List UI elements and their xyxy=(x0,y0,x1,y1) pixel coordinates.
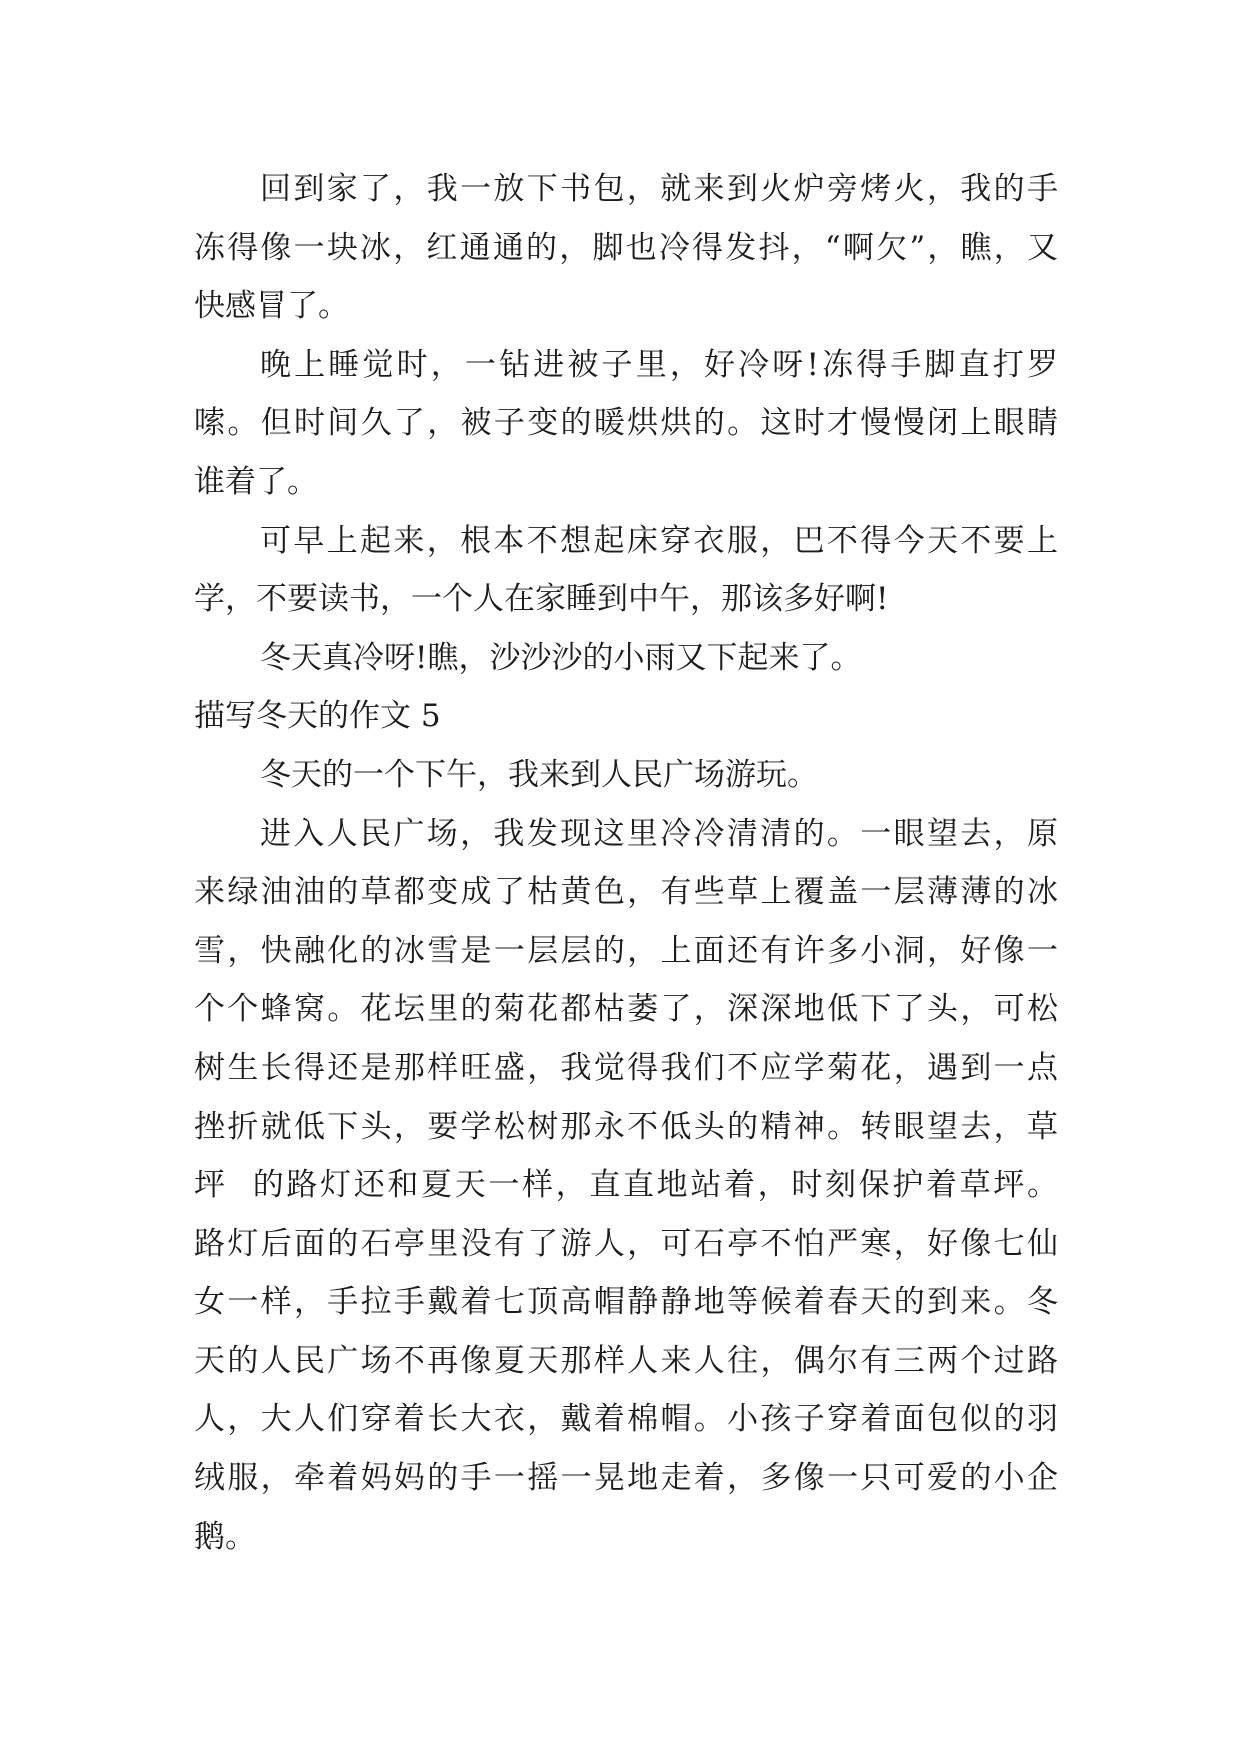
paragraph xyxy=(194,629,1058,688)
text-line: 嗦。但时间久了，被子变的暖烘烘的。这时才慢慢闭上眼睛 xyxy=(194,405,1058,442)
text-line: 进入人民广场，我发现这里冷冷清清的。一眼望去，原 xyxy=(260,815,1058,852)
text-line: 快感冒了。 xyxy=(194,288,349,325)
text-line: 回到家了，我一放下书包，就来到火炉旁烤火，我的手 xyxy=(260,171,1058,207)
text-line: 天的人民广场不再像夏天那样人来人往，偶尔有三两个过路 xyxy=(194,1342,1058,1379)
paragraph xyxy=(194,160,1058,336)
text-line: 冬天真冷呀!瞧，沙沙沙的小雨又下起来了。 xyxy=(260,639,862,676)
text-line: 个个蜂窝。花坛里的菊花都枯萎了，深深地低下了头，可松 xyxy=(194,991,1058,1028)
heading-text: 描写冬天的作文 5 xyxy=(194,698,441,735)
text-line: 晚上睡觉时，一钻进被子里，好冷呀!冻得手脚直打罗 xyxy=(260,346,1058,383)
text-line: 冻得像一块冰，红通通的，脚也冷得发抖，“啊欠”，瞧，又 xyxy=(194,229,1058,266)
text-line: 谁着了。 xyxy=(194,463,318,500)
text-line: 学，不要读书，一个人在家睡到中午，那该多好啊! xyxy=(194,581,889,618)
text-line: 坪 的路灯还和夏天一样，直直地站着，时刻保护着草坪。 xyxy=(194,1167,1058,1204)
text-line: 绒服，牵着妈妈的手一摇一晃地走着，多像一只可爱的小企 xyxy=(194,1460,1058,1497)
paragraph xyxy=(194,805,1058,1567)
paragraph xyxy=(194,746,1058,805)
text-line: 来绿油油的草都变成了枯黄色，有些草上覆盖一层薄薄的冰 xyxy=(194,874,1058,911)
paragraph xyxy=(194,336,1058,512)
text-line: 鹅。 xyxy=(194,1518,256,1555)
text-line: 雪，快融化的冰雪是一层层的，上面还有许多小洞，好像一 xyxy=(194,932,1058,969)
text-line: 女一样，手拉手戴着七顶高帽静静地等候着春天的到来。冬 xyxy=(194,1284,1058,1321)
text-line: 可早上起来，根本不想起床穿衣服，巴不得今天不要上 xyxy=(260,522,1058,559)
text-line: 路灯后面的石亭里没有了游人，可石亭不怕严寒，好像七仙 xyxy=(194,1225,1058,1262)
text-line: 挫折就低下头，要学松树那永不低头的精神。转眼望去，草 xyxy=(194,1108,1058,1145)
section-heading xyxy=(194,687,1058,746)
paragraph xyxy=(194,512,1058,629)
text-line: 人，大人们穿着长大衣，戴着棉帽。小孩子穿着面包似的羽 xyxy=(194,1401,1058,1438)
text-line: 树生长得还是那样旺盛，我觉得我们不应学菊花，遇到一点 xyxy=(194,1049,1058,1086)
document-body xyxy=(194,160,1058,1566)
text-line: 冬天的一个下午，我来到人民广场游玩。 xyxy=(260,756,818,793)
